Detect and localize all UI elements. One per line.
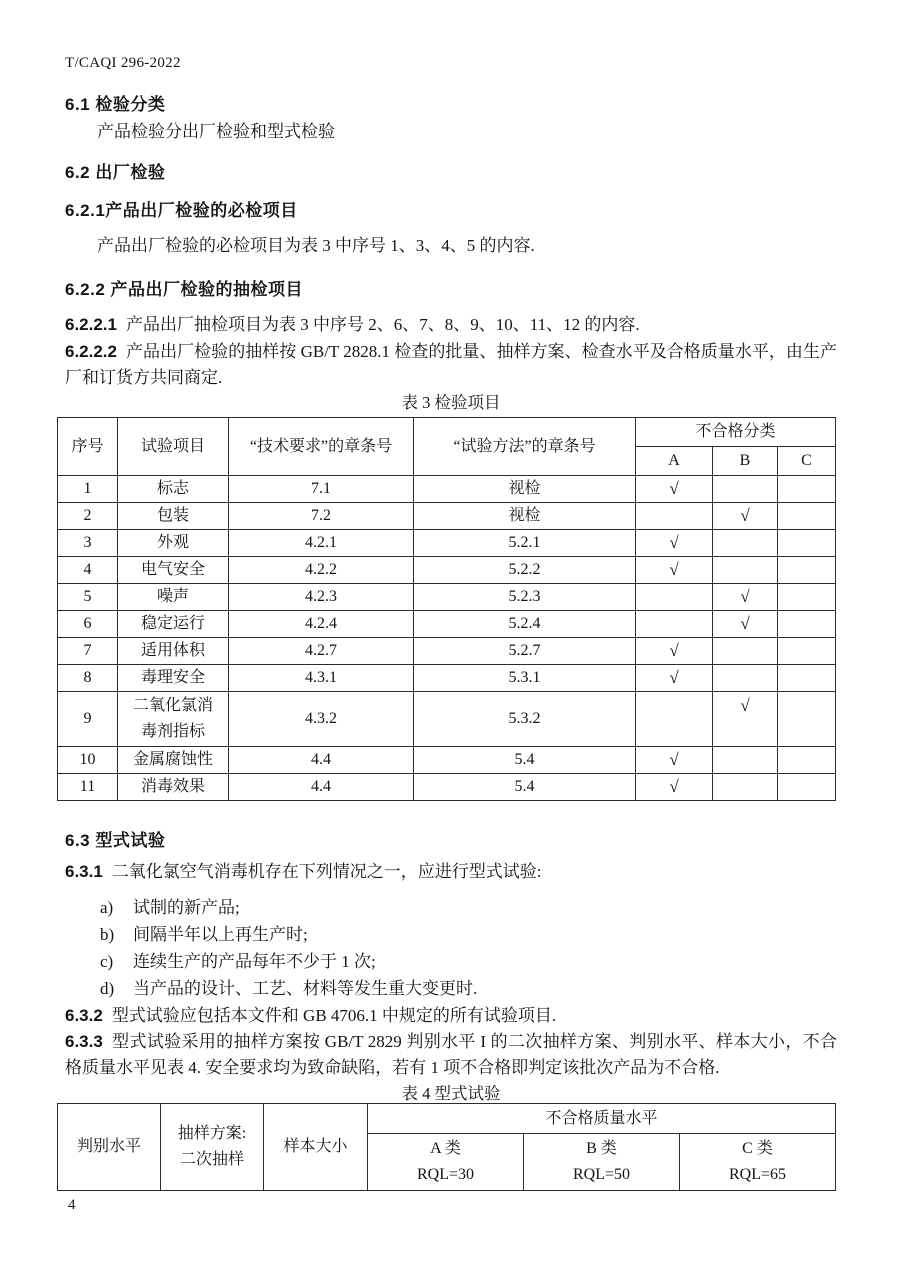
list-item-text: 当产品的设计、工艺、材料等发生重大变更时. <box>133 979 478 998</box>
cell-seq: 6 <box>58 611 118 638</box>
cell-class-b: √ <box>713 692 778 747</box>
clause-number: 6.3.1 <box>65 862 103 881</box>
list-item <box>100 921 837 948</box>
cell-method: 5.2.7 <box>414 638 636 665</box>
cell-tech: 4.3.1 <box>229 665 414 692</box>
cell-seq: 5 <box>58 584 118 611</box>
cell-tech: 7.1 <box>229 476 414 503</box>
list-item-label: d) <box>100 979 115 998</box>
table-row <box>58 503 836 530</box>
clause-text: 产品出厂抽检项目为表 3 中序号 2、6、7、8、9、10、11、12 的内容. <box>126 315 640 334</box>
cell-class-b <box>713 638 778 665</box>
cell-item: 毒理安全 <box>118 665 229 692</box>
cell-method: 5.3.1 <box>414 665 636 692</box>
table-row <box>58 638 836 665</box>
list-item-text: 间隔半年以上再生产时; <box>133 925 308 944</box>
cell-class-c <box>778 584 836 611</box>
cell-item: 电气安全 <box>118 557 229 584</box>
clause-text: 型式试验采用的抽样方案按 GB/T 2829 判别水平 I 的二次抽样方案、判别水平、样本大小，不合格质量水平见表 4. 安全要求均为致命缺陷，若有 1 项不合格即判定该批次产品为不合格. <box>65 1032 837 1077</box>
cell-seq: 9 <box>58 692 118 747</box>
cell-class-c <box>778 665 836 692</box>
t4-scheme-line1: 抽样方案: <box>177 1125 247 1142</box>
clause-6-3-2 <box>65 1003 837 1029</box>
cell-method: 5.3.2 <box>414 692 636 747</box>
clause-6-3-3 <box>65 1029 837 1081</box>
cell-item: 消毒效果 <box>118 774 229 801</box>
cell-class-c <box>778 692 836 747</box>
cell-tech: 4.2.1 <box>229 530 414 557</box>
cell-class-a <box>636 611 713 638</box>
t3-header-tech: “技术要求”的章条号 <box>229 418 414 476</box>
para-6-1-body: 产品检验分出厂检验和型式检验 <box>97 122 335 141</box>
t4-header-scheme <box>161 1104 264 1191</box>
cell-class-b <box>713 747 778 774</box>
doc-code: T/CAQI 296-2022 <box>65 55 181 71</box>
cell-tech: 4.4 <box>229 774 414 801</box>
cell-class-a: √ <box>636 638 713 665</box>
heading-6-2-1: 6.2.1产品出厂检验的必检项目 <box>65 201 298 220</box>
heading-6-1: 6.1 检验分类 <box>65 95 166 114</box>
table-row <box>58 476 836 503</box>
cell-class-b: √ <box>713 503 778 530</box>
t4-class-c-rql: RQL=65 <box>728 1166 787 1183</box>
table3-caption: 表 3 检验项目 <box>401 393 501 412</box>
cell-method: 视检 <box>414 476 636 503</box>
table-row <box>58 774 836 801</box>
t4-class-c-label: C 类 <box>742 1140 773 1157</box>
cell-class-a: √ <box>636 665 713 692</box>
cell-class-c <box>778 503 836 530</box>
clause-number: 6.2.2.2 <box>65 342 117 361</box>
clause-number: 6.2.2.1 <box>65 315 117 334</box>
cell-item: 适用体积 <box>118 638 229 665</box>
cell-seq: 8 <box>58 665 118 692</box>
heading-6-2-2: 6.2.2 产品出厂检验的抽检项目 <box>65 280 304 299</box>
cell-method: 5.2.4 <box>414 611 636 638</box>
table4-wrap <box>65 1103 837 1191</box>
cell-item: 稳定运行 <box>118 611 229 638</box>
t4-class-a-label: A 类 <box>430 1140 461 1157</box>
cell-seq: 4 <box>58 557 118 584</box>
table-row <box>58 1104 836 1134</box>
clause-number: 6.3.3 <box>65 1032 103 1051</box>
cell-class-a: √ <box>636 476 713 503</box>
t4-cell-class-b <box>524 1134 680 1191</box>
table3-wrap <box>65 417 837 801</box>
clause-text: 二氧化氯空气消毒机存在下列情况之一，应进行型式试验: <box>111 862 542 881</box>
cell-tech: 4.2.3 <box>229 584 414 611</box>
clause-number: 6.3.2 <box>65 1006 103 1025</box>
cell-tech: 4.2.7 <box>229 638 414 665</box>
cell-class-b <box>713 476 778 503</box>
t3-header-defect-class: 不合格分类 <box>636 418 836 447</box>
table4-caption: 表 4 型式试验 <box>401 1084 501 1103</box>
clause-6-2-2-1 <box>65 312 837 338</box>
cell-tech: 4.2.4 <box>229 611 414 638</box>
list-item <box>100 894 837 921</box>
cell-method: 5.4 <box>414 774 636 801</box>
t4-cell-class-a <box>368 1134 524 1191</box>
cell-method: 5.2.3 <box>414 584 636 611</box>
table-row <box>58 530 836 557</box>
table-row <box>58 584 836 611</box>
cell-seq: 1 <box>58 476 118 503</box>
table-row <box>58 747 836 774</box>
cell-item: 噪声 <box>118 584 229 611</box>
t4-cell-class-c <box>680 1134 836 1191</box>
table3-inspection-items <box>57 417 836 801</box>
heading-6-3: 6.3 型式试验 <box>65 831 166 850</box>
page-number: 4 <box>68 1197 76 1213</box>
cell-tech: 4.2.2 <box>229 557 414 584</box>
clause-text: 型式试验应包括本文件和 GB 4706.1 中规定的所有试验项目. <box>111 1006 557 1025</box>
cell-seq: 2 <box>58 503 118 530</box>
list-6-3-1 <box>65 894 837 1002</box>
t3-header-item: 试验项目 <box>118 418 229 476</box>
table-row <box>58 692 836 747</box>
cell-class-a: √ <box>636 747 713 774</box>
t4-class-a-rql: RQL=30 <box>416 1166 475 1183</box>
cell-class-c <box>778 557 836 584</box>
table-row <box>58 557 836 584</box>
cell-method: 5.4 <box>414 747 636 774</box>
cell-class-a <box>636 692 713 747</box>
t4-header-quality-level: 不合格质量水平 <box>368 1104 836 1134</box>
cell-seq: 10 <box>58 747 118 774</box>
cell-seq: 3 <box>58 530 118 557</box>
cell-class-b: √ <box>713 584 778 611</box>
cell-seq: 11 <box>58 774 118 801</box>
t3-header-class-a: A <box>636 447 713 476</box>
t3-header-method: “试验方法”的章条号 <box>414 418 636 476</box>
t4-scheme-line2: 二次抽样 <box>179 1151 244 1168</box>
cell-class-c <box>778 774 836 801</box>
list-item <box>100 975 837 1002</box>
cell-class-a <box>636 503 713 530</box>
cell-item: 标志 <box>118 476 229 503</box>
cell-class-b <box>713 665 778 692</box>
clause-6-2-2-2 <box>65 339 837 391</box>
list-item-text: 试制的新产品; <box>133 898 240 917</box>
cell-class-a: √ <box>636 774 713 801</box>
cell-item-text: 二氧化氯消毒剂指标 <box>132 697 213 740</box>
t3-header-seq: 序号 <box>58 418 118 476</box>
cell-class-c <box>778 611 836 638</box>
cell-tech: 4.3.2 <box>229 692 414 747</box>
table-row <box>58 665 836 692</box>
table-row <box>58 611 836 638</box>
cell-class-a: √ <box>636 530 713 557</box>
clause-6-3-1 <box>65 859 837 885</box>
cell-item: 外观 <box>118 530 229 557</box>
t4-class-b-rql: RQL=50 <box>572 1166 631 1183</box>
heading-6-2: 6.2 出厂检验 <box>65 163 166 182</box>
cell-tech: 7.2 <box>229 503 414 530</box>
cell-class-b <box>713 774 778 801</box>
t4-header-level: 判别水平 <box>58 1104 161 1191</box>
cell-class-c <box>778 476 836 503</box>
cell-class-c <box>778 747 836 774</box>
list-item-label: b) <box>100 925 115 944</box>
cell-class-b: √ <box>713 611 778 638</box>
table4-type-test <box>57 1103 836 1191</box>
t3-header-class-b: B <box>713 447 778 476</box>
cell-class-c <box>778 530 836 557</box>
t3-header-class-c: C <box>778 447 836 476</box>
cell-class-a: √ <box>636 557 713 584</box>
cell-method: 5.2.1 <box>414 530 636 557</box>
cell-class-c <box>778 638 836 665</box>
t4-class-b-label: B 类 <box>586 1140 617 1157</box>
cell-class-b <box>713 530 778 557</box>
cell-item: 包装 <box>118 503 229 530</box>
list-item-label: c) <box>100 952 114 971</box>
cell-method: 视检 <box>414 503 636 530</box>
cell-seq: 7 <box>58 638 118 665</box>
list-item-text: 连续生产的产品每年不少于 1 次; <box>133 952 376 971</box>
para-6-2-1-body: 产品出厂检验的必检项目为表 3 中序号 1、3、4、5 的内容. <box>97 236 535 255</box>
cell-item <box>118 692 229 747</box>
cell-tech: 4.4 <box>229 747 414 774</box>
t4-header-sample-size: 样本大小 <box>264 1104 368 1191</box>
cell-class-a <box>636 584 713 611</box>
clause-text: 产品出厂检验的抽样按 GB/T 2828.1 检查的批量、抽样方案、检查水平及合格质量水平，由生产厂和订货方共同商定. <box>65 342 837 387</box>
list-item <box>100 948 837 975</box>
cell-method: 5.2.2 <box>414 557 636 584</box>
cell-item: 金属腐蚀性 <box>118 747 229 774</box>
list-item-label: a) <box>100 898 114 917</box>
cell-class-b <box>713 557 778 584</box>
